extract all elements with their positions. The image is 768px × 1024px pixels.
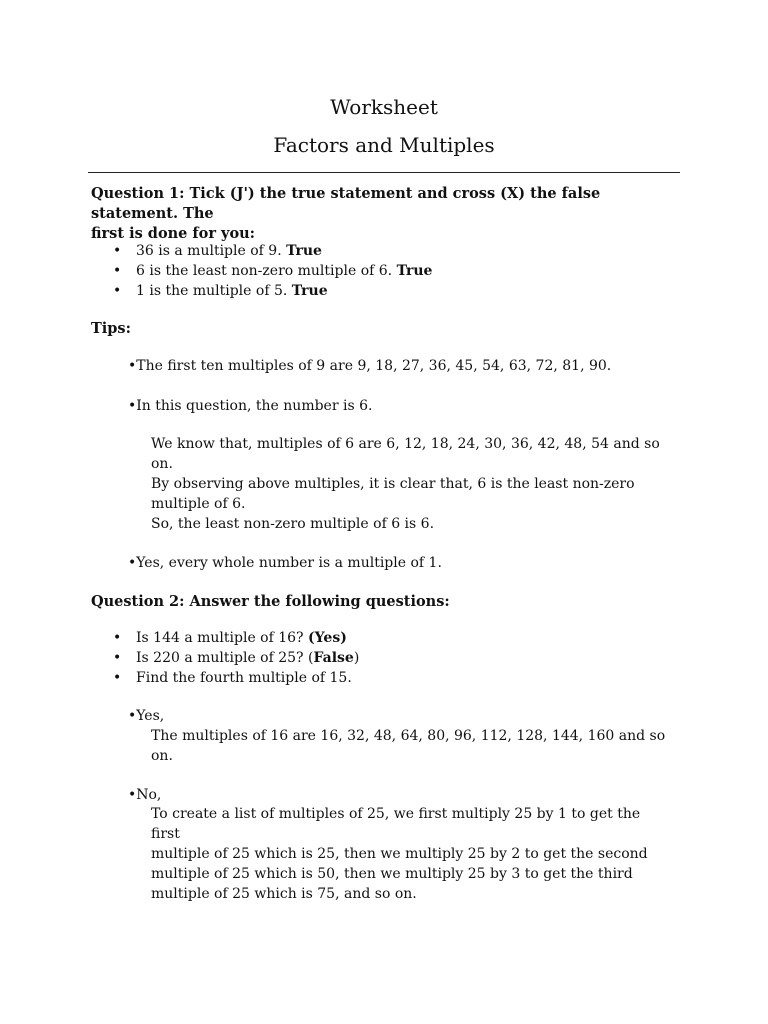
q2-item-answer: False	[313, 650, 354, 666]
tip-1: •The first ten multiples of 9 are 9, 18, 27, 36, 45, 54, 63, 72, 81, 90.	[128, 358, 612, 374]
q2-item-answer: (Yes)	[308, 630, 347, 646]
answer-2-label: •No,	[128, 787, 162, 803]
answer-2-explanation	[151, 804, 676, 904]
explanation-line: multiple of 25 which is 75, and so on.	[151, 886, 417, 902]
page-subtitle: Factors and Multiples	[273, 133, 495, 157]
answer-1-label: •Yes,	[128, 708, 165, 724]
explanation-line: first	[151, 826, 180, 842]
explanation-line: We know that, multiples of 6 are 6, 12, 18, 24, 30, 36, 42, 48, 54 and so	[151, 436, 660, 452]
bullet-icon: •	[113, 630, 122, 646]
bullet-icon: •	[113, 243, 122, 259]
bullet-icon: •	[113, 283, 122, 299]
explanation-line: By observing above multiples, it is clear that, 6 is the least non-zero	[151, 476, 635, 492]
bullet-icon: •	[113, 263, 122, 279]
question-1-heading-line-1: Question 1: Tick (J') the true statement and cross (X) the false statement. The	[91, 185, 601, 222]
q2-item-text: Find the fourth multiple of 15.	[136, 670, 352, 686]
tip-2: •In this question, the number is 6.	[128, 398, 373, 414]
explanation-line: multiple of 6.	[151, 496, 246, 512]
q1-item-answer: True	[286, 243, 322, 259]
q1-item-answer: True	[291, 283, 328, 299]
tip-3: •Yes, every whole number is a multiple of 1.	[128, 555, 442, 571]
tip-2-explanation	[151, 434, 676, 534]
question-1-heading-line-2: first is done for you:	[91, 225, 256, 242]
q1-list-item	[113, 281, 328, 301]
explanation-line: So, the least non-zero multiple of 6 is 6.	[151, 516, 435, 532]
tips-heading: Tips:	[91, 320, 131, 337]
explanation-line: on.	[151, 748, 173, 764]
bullet-icon: •	[113, 670, 122, 686]
explanation-line: on.	[151, 456, 173, 472]
question-1-heading	[91, 184, 681, 244]
question-2-heading: Question 2: Answer the following questions:	[91, 593, 450, 610]
q2-item-text: Is 220 a multiple of 25? (	[136, 650, 314, 666]
explanation-line: multiple of 25 which is 25, then we multiply 25 by 2 to get the second	[151, 846, 648, 862]
q1-item-text: 36 is a multiple of 9.	[136, 243, 287, 259]
q1-list-item	[113, 241, 322, 261]
q2-list-item	[113, 648, 359, 668]
q2-list-item	[113, 668, 352, 688]
q1-list-item	[113, 261, 432, 281]
answer-1-explanation	[151, 726, 676, 766]
title-divider	[88, 172, 680, 173]
page-title: Worksheet	[330, 95, 438, 119]
explanation-line: multiple of 25 which is 50, then we multiply 25 by 3 to get the third	[151, 866, 633, 882]
explanation-line: To create a list of multiples of 25, we first multiply 25 by 1 to get the	[151, 806, 641, 822]
q2-list-item	[113, 628, 347, 648]
bullet-icon: •	[113, 650, 122, 666]
q1-item-text: 1 is the multiple of 5.	[136, 283, 292, 299]
explanation-line: The multiples of 16 are 16, 32, 48, 64, 80, 96, 112, 128, 144, 160 and so	[151, 728, 666, 744]
q1-item-answer: True	[396, 263, 433, 279]
q1-item-text: 6 is the least non-zero multiple of 6.	[136, 263, 397, 279]
q2-item-text: Is 144 a multiple of 16?	[136, 630, 309, 646]
q2-item-suffix: )	[353, 650, 360, 666]
